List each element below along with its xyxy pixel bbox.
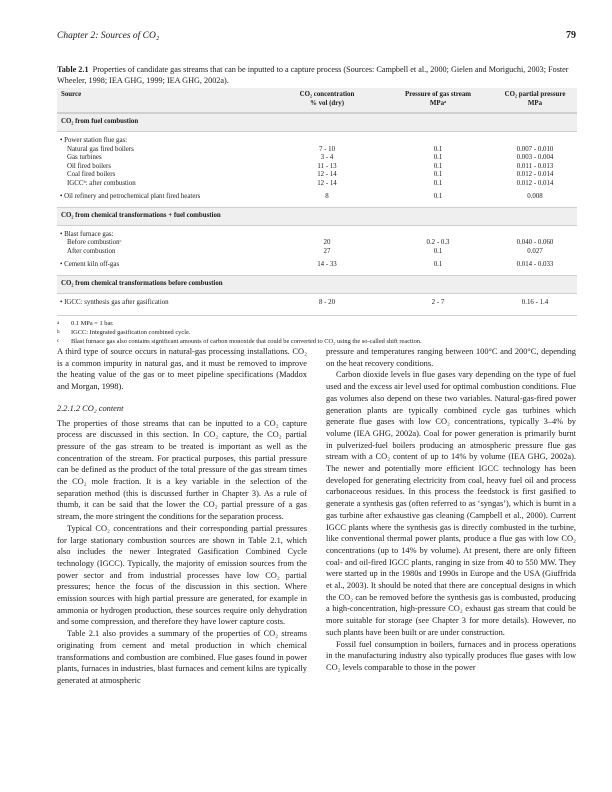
cell-pressure: 0.1 xyxy=(433,154,443,161)
cell-concentration: 7 - 10 xyxy=(318,145,336,153)
footnote-text: IGCC: Integrated gasification combined cycle. xyxy=(71,329,191,336)
cell-concentration: 12 - 14 xyxy=(317,171,337,178)
cell-partial-pressure: 0.027 xyxy=(527,247,543,255)
table-row xyxy=(57,299,577,308)
table-footnotes xyxy=(57,320,577,347)
running-header: Chapter 2: Sources of CO₂ xyxy=(57,31,160,41)
body-paragraph: Fossil fuel consumption in boilers, furnaces and in process operations in the manufacturing industry also typically produces flue gases with low CO₂ levels comparable to those in the power xyxy=(326,639,576,672)
group-label: • Blast furnace gas: xyxy=(60,230,114,238)
body-paragraph: A third type of source occurs in natural-gas processing installations. CO₂ is a common impurity in natural gas, and it must be removed to improve the heating value of the gas or to meet pipeline specifications (Maddox and Morgan, 1998). xyxy=(57,347,307,392)
table-row xyxy=(57,239,577,248)
cell-pressure: 0.1 xyxy=(433,145,443,153)
cell-partial-pressure: 0.011 - 0.013 xyxy=(516,162,554,170)
cell-partial-pressure: 0.040 - 0.060 xyxy=(516,239,554,246)
cell-concentration: 20 xyxy=(323,239,331,246)
table-row xyxy=(57,171,577,180)
cell-pressure: 0.2 - 0.3 xyxy=(426,239,450,246)
group-label: • Power station flue gas: xyxy=(60,137,128,144)
body-column-right xyxy=(326,346,576,674)
table-row xyxy=(57,261,577,270)
body-paragraph: Table 2.1 also provides a summary of the properties of CO₂ streams originating from cement and metal production in which chemical transformations and combustion are combined. Flue gases found in power plants, furnaces in industries, blast furnaces and cement kilns are typically generated at atmospheric xyxy=(57,629,307,685)
cell-source: Before combustionᶜ xyxy=(67,239,122,246)
section-subheading: 2.2.1.2 CO₂ content xyxy=(57,403,124,413)
cell-source: • Cement kiln off-gas xyxy=(60,261,120,268)
table-row xyxy=(57,154,577,163)
cell-concentration: 14 - 33 xyxy=(317,261,337,268)
cell-source: Natural gas fired boilers xyxy=(67,145,134,153)
footnote-text: Blast furnace gas also contains significant amounts of carbon monoxide that could be converted to CO₂ using the so-called shift reaction. xyxy=(71,338,422,345)
footnote-text: 0.1 MPa = 1 bar. xyxy=(71,320,114,327)
cell-partial-pressure: 0.16 - 1.4 xyxy=(521,298,549,306)
cell-source: After combustion xyxy=(67,247,116,255)
cell-pressure: 0.1 xyxy=(433,193,443,200)
body-paragraph: Carbon dioxide levels in flue gases vary depending on the type of fuel used and the excess air level used for optimal combustion conditions. Flue gas volumes also depend on these two variables. Natural-gas-fired power generation plants are typically combined cycle gas turbines which generate flue gases with low CO₂ concentrations, typically 3–4% by volume (IEA GHG, 2002a). Coal for power generation is primarily burnt in pulverized-fuel boilers producing an atmospheric pressure flue gas stream with a CO₂ content of up to 14% by volume (IEA GHG, 2002a). The newer and potentially more efficient IGCC technology has been developed for generating electricity from coal, heavy fuel oil and process carbonaceous residues. In this process the feedstock is first gasified to generate a synthesis gas (often referred to as ‘syngas’), which is burnt in a gas turbine after exhaustive gas cleaning (Campbell et al., 2000). Current IGCC plants where the synthesis gas is directly combusted in the turbine, like conventional thermal power plants, produce a flue gas with low CO₂ concentrations (up to 14% by volume). At present, there are only fifteen coal- and oil-fired IGCC plants, ranging in size from 40 to 550 MW. They were started up in the 1980s and 1990s in Europe and the USA (Giuffrida et al., 2003). It should be noted that there are conceptual designs in which the CO₂ can be removed before the synthesis gas is combusted, producing a high-concentration, high-pressure CO₂ exhaust gas stream that could be more suitable for storage (see Chapter 3 for more details). However, no such plants have been built or are under construction. xyxy=(326,370,576,637)
table-row xyxy=(57,180,577,189)
cell-concentration: 3 - 4 xyxy=(320,154,334,161)
cell-pressure: 2 - 7 xyxy=(431,298,445,306)
cell-partial-pressure: 0.003 - 0.004 xyxy=(516,154,554,161)
footnote-mark: b xyxy=(57,330,60,335)
table-section-heading xyxy=(57,113,577,132)
header-source: Source xyxy=(61,91,82,98)
body-paragraph: pressure and temperatures ranging between 100°C and 200°C, depending on the heat recovery conditions. xyxy=(326,347,576,368)
cell-source: Oil fired boilers xyxy=(67,162,112,170)
table-section-heading xyxy=(57,275,577,294)
cell-pressure: 0.1 xyxy=(433,179,443,187)
header-concentration: CO₂ concentration % vol (dry) xyxy=(299,91,355,107)
table-row xyxy=(57,193,577,202)
table-row xyxy=(57,248,577,257)
page-number: 79 xyxy=(566,30,576,41)
cell-partial-pressure: 0.014 - 0.033 xyxy=(516,261,554,268)
cell-partial-pressure: 0.007 - 0.010 xyxy=(516,145,554,153)
footnote xyxy=(57,320,577,329)
cell-source: • Oil refinery and petrochemical plant fired heaters xyxy=(60,193,201,200)
body-column-left xyxy=(57,346,307,687)
table-group-label xyxy=(57,137,577,146)
table-caption xyxy=(57,64,577,86)
section-title: CO₂ from chemical transformations + fuel combustion xyxy=(61,211,221,219)
cell-concentration: 27 xyxy=(323,247,331,255)
cell-source: Coal fired boilers xyxy=(67,171,116,178)
cell-pressure: 0.1 xyxy=(433,261,443,268)
footnote-mark: a xyxy=(57,321,60,326)
table-bottom-rule xyxy=(57,312,577,316)
cell-pressure: 0.1 xyxy=(433,171,443,178)
header-partial-pressure: CO₂ partial pressure MPa xyxy=(504,91,566,107)
cell-source: IGCCᵇ: after combustion xyxy=(67,179,136,187)
table-body xyxy=(57,113,577,316)
cell-concentration: 8 - 20 xyxy=(318,298,336,306)
cell-concentration: 8 xyxy=(325,193,329,200)
cell-partial-pressure: 0.012 - 0.014 xyxy=(516,179,554,187)
table-header-row xyxy=(57,88,577,113)
body-paragraph: The properties of those streams that can be inputted to a CO₂ capture process are discussed in this section. In CO₂ capture, the CO₂ partial pressure of the gas stream to be treated is important as well as the concentration of the stream. For practical purposes, this partial pressure can be defined as the product of the total pressure of the gas stream times the CO₂ mole fraction. It is a key variable in the selection of the separation method (this is discussed further in Chapter 3). As a rule of thumb, it can be said that the lower the CO₂ partial pressure of a gas stream, the more stringent the conditions for the separation process. xyxy=(57,418,307,522)
header-pressure: Pressure of gas stream MPaᵃ xyxy=(404,91,472,107)
cell-pressure: 0.1 xyxy=(433,162,443,170)
table-section-heading xyxy=(57,207,577,226)
cell-partial-pressure: 0.008 xyxy=(527,193,543,200)
section-title: CO₂ from fuel combustion xyxy=(61,118,139,125)
cell-source: Gas turbines xyxy=(67,154,102,161)
cell-source: • IGCC: synthesis gas after gasification xyxy=(60,298,169,306)
cell-concentration: 11 - 13 xyxy=(317,162,337,170)
body-paragraph: Typical CO₂ concentrations and their corresponding partial pressures for large stationary combustion sources are shown in Table 2.1, which also includes the newer Integrated Gasification Combined Cycle technology (IGCC). Typically, the majority of emission sources from the power sector and from industrial processes have low CO₂ partial pressures; hence the focus of the discussion in this section. Where emission sources with high partial pressure are generated, for example in ammonia or hydrogen production, these sources require only dehydration and some compression, and therefore they have lower capture costs. xyxy=(57,523,307,627)
cell-pressure: 0.1 xyxy=(433,247,443,255)
section-title: CO₂ from chemical transformations before combustion xyxy=(61,279,223,287)
cell-partial-pressure: 0.012 - 0.014 xyxy=(516,171,554,178)
cell-concentration: 12 - 14 xyxy=(317,179,337,187)
table-row xyxy=(57,163,577,172)
properties-table xyxy=(57,88,577,316)
footnote-mark: c xyxy=(57,339,60,344)
table-caption-label: Table 2.1 xyxy=(57,65,89,74)
table-row xyxy=(57,146,577,155)
footnote xyxy=(57,329,577,338)
table-caption-text: Properties of candidate gas streams that can be inputted to a capture process (Sources: Campbell et al., 2000; Gielen and Moriguchi, 2003; Foster Wheeler, 1998; IEA GHG, 1999; IEA GHG, 2002a). xyxy=(57,65,569,85)
table-group-label xyxy=(57,231,577,240)
